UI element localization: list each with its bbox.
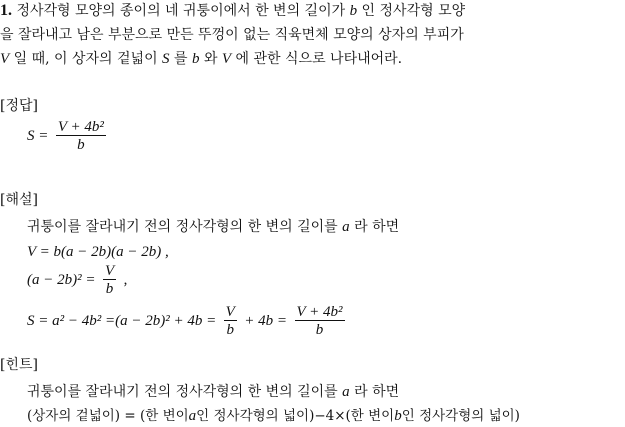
answer-formula (27, 118, 109, 154)
hint-line-2 (27, 407, 520, 425)
solution-4-den2: b (315, 322, 324, 338)
hint-text-1b: 라 하면 (354, 384, 400, 400)
problem-text-3d: 에 관한 식으로 나타내어라. (235, 51, 403, 67)
problem-var-b: b (349, 3, 358, 19)
hint-text-2a: (상자의 겉넓이) = (한 변이 (27, 408, 189, 424)
solution-header: [해설] (0, 192, 38, 208)
solution-line-4 (27, 303, 348, 339)
solution-var-a: a (342, 219, 350, 235)
problem-line-2 (0, 26, 464, 44)
solution-4a: S = a² − 4b² =(a − 2b)² + 4b = (27, 313, 217, 329)
problem-line-3 (0, 50, 402, 68)
solution-line-2: V = b(a − 2b)(a − 2b) , (27, 244, 169, 260)
solution-line-1 (27, 218, 399, 236)
problem-text-3a: 일 때, 이 상자의 겉넓이 (13, 51, 158, 67)
answer-header: [정답] (0, 98, 38, 114)
solution-text-1a: 귀퉁이를 잘라내기 전의 정사각형의 한 변의 길이를 (27, 219, 338, 235)
solution-4-fraction-2 (295, 304, 345, 338)
solution-3-lhs: (a − 2b)² = (27, 272, 96, 288)
hint-text-2c: 인 정사각형의 넓이) (401, 408, 520, 424)
problem-var-v: V (0, 51, 10, 67)
hint-var-a: a (342, 384, 350, 400)
answer-fraction (56, 119, 106, 153)
solution-3-tail: , (123, 272, 128, 288)
problem-line-1 (0, 2, 465, 20)
hint-text-2b: 인 정사각형의 넓이)−4×(한 변이 (196, 408, 395, 424)
answer-numerator: V + 4b² (57, 119, 104, 135)
solution-3-fraction (103, 263, 116, 297)
problem-number: 1. (0, 2, 12, 19)
problem-text-1a: 정사각형 모양의 종이의 네 귀퉁이에서 한 변의 길이가 (16, 3, 346, 19)
problem-text-1b: 인 정사각형 모양 (361, 3, 466, 19)
hint-header: [힌트] (0, 357, 38, 373)
problem-text-3b: 를 (174, 51, 188, 67)
solution-3-den: b (105, 281, 114, 297)
solution-4-den1: b (226, 322, 234, 338)
problem-text-3c: 와 (203, 51, 218, 67)
hint-var-a2: a (188, 408, 197, 424)
problem-var-b2: b (191, 51, 200, 67)
solution-4-num2: V + 4b² (296, 304, 343, 320)
solution-4-num1: V (225, 304, 235, 320)
answer-lhs: S = (27, 128, 49, 144)
solution-3-num: V (104, 263, 115, 279)
answer-denominator: b (77, 137, 85, 153)
hint-text-1a: 귀퉁이를 잘라내기 전의 정사각형의 한 변의 길이를 (27, 384, 338, 400)
problem-var-v2: V (221, 51, 232, 67)
solution-4-fraction-1 (224, 304, 237, 338)
problem-var-s: S (162, 51, 170, 67)
solution-4b: + 4b = (244, 313, 288, 329)
hint-line-1 (27, 383, 399, 401)
solution-text-1b: 라 하면 (354, 219, 400, 235)
problem-text-2: 을 잘라내고 남은 부분으로 만든 뚜껑이 없는 직육면체 모양의 상자의 부피가 (0, 27, 464, 43)
solution-line-3 (27, 262, 127, 298)
hint-var-b: b (394, 408, 402, 424)
